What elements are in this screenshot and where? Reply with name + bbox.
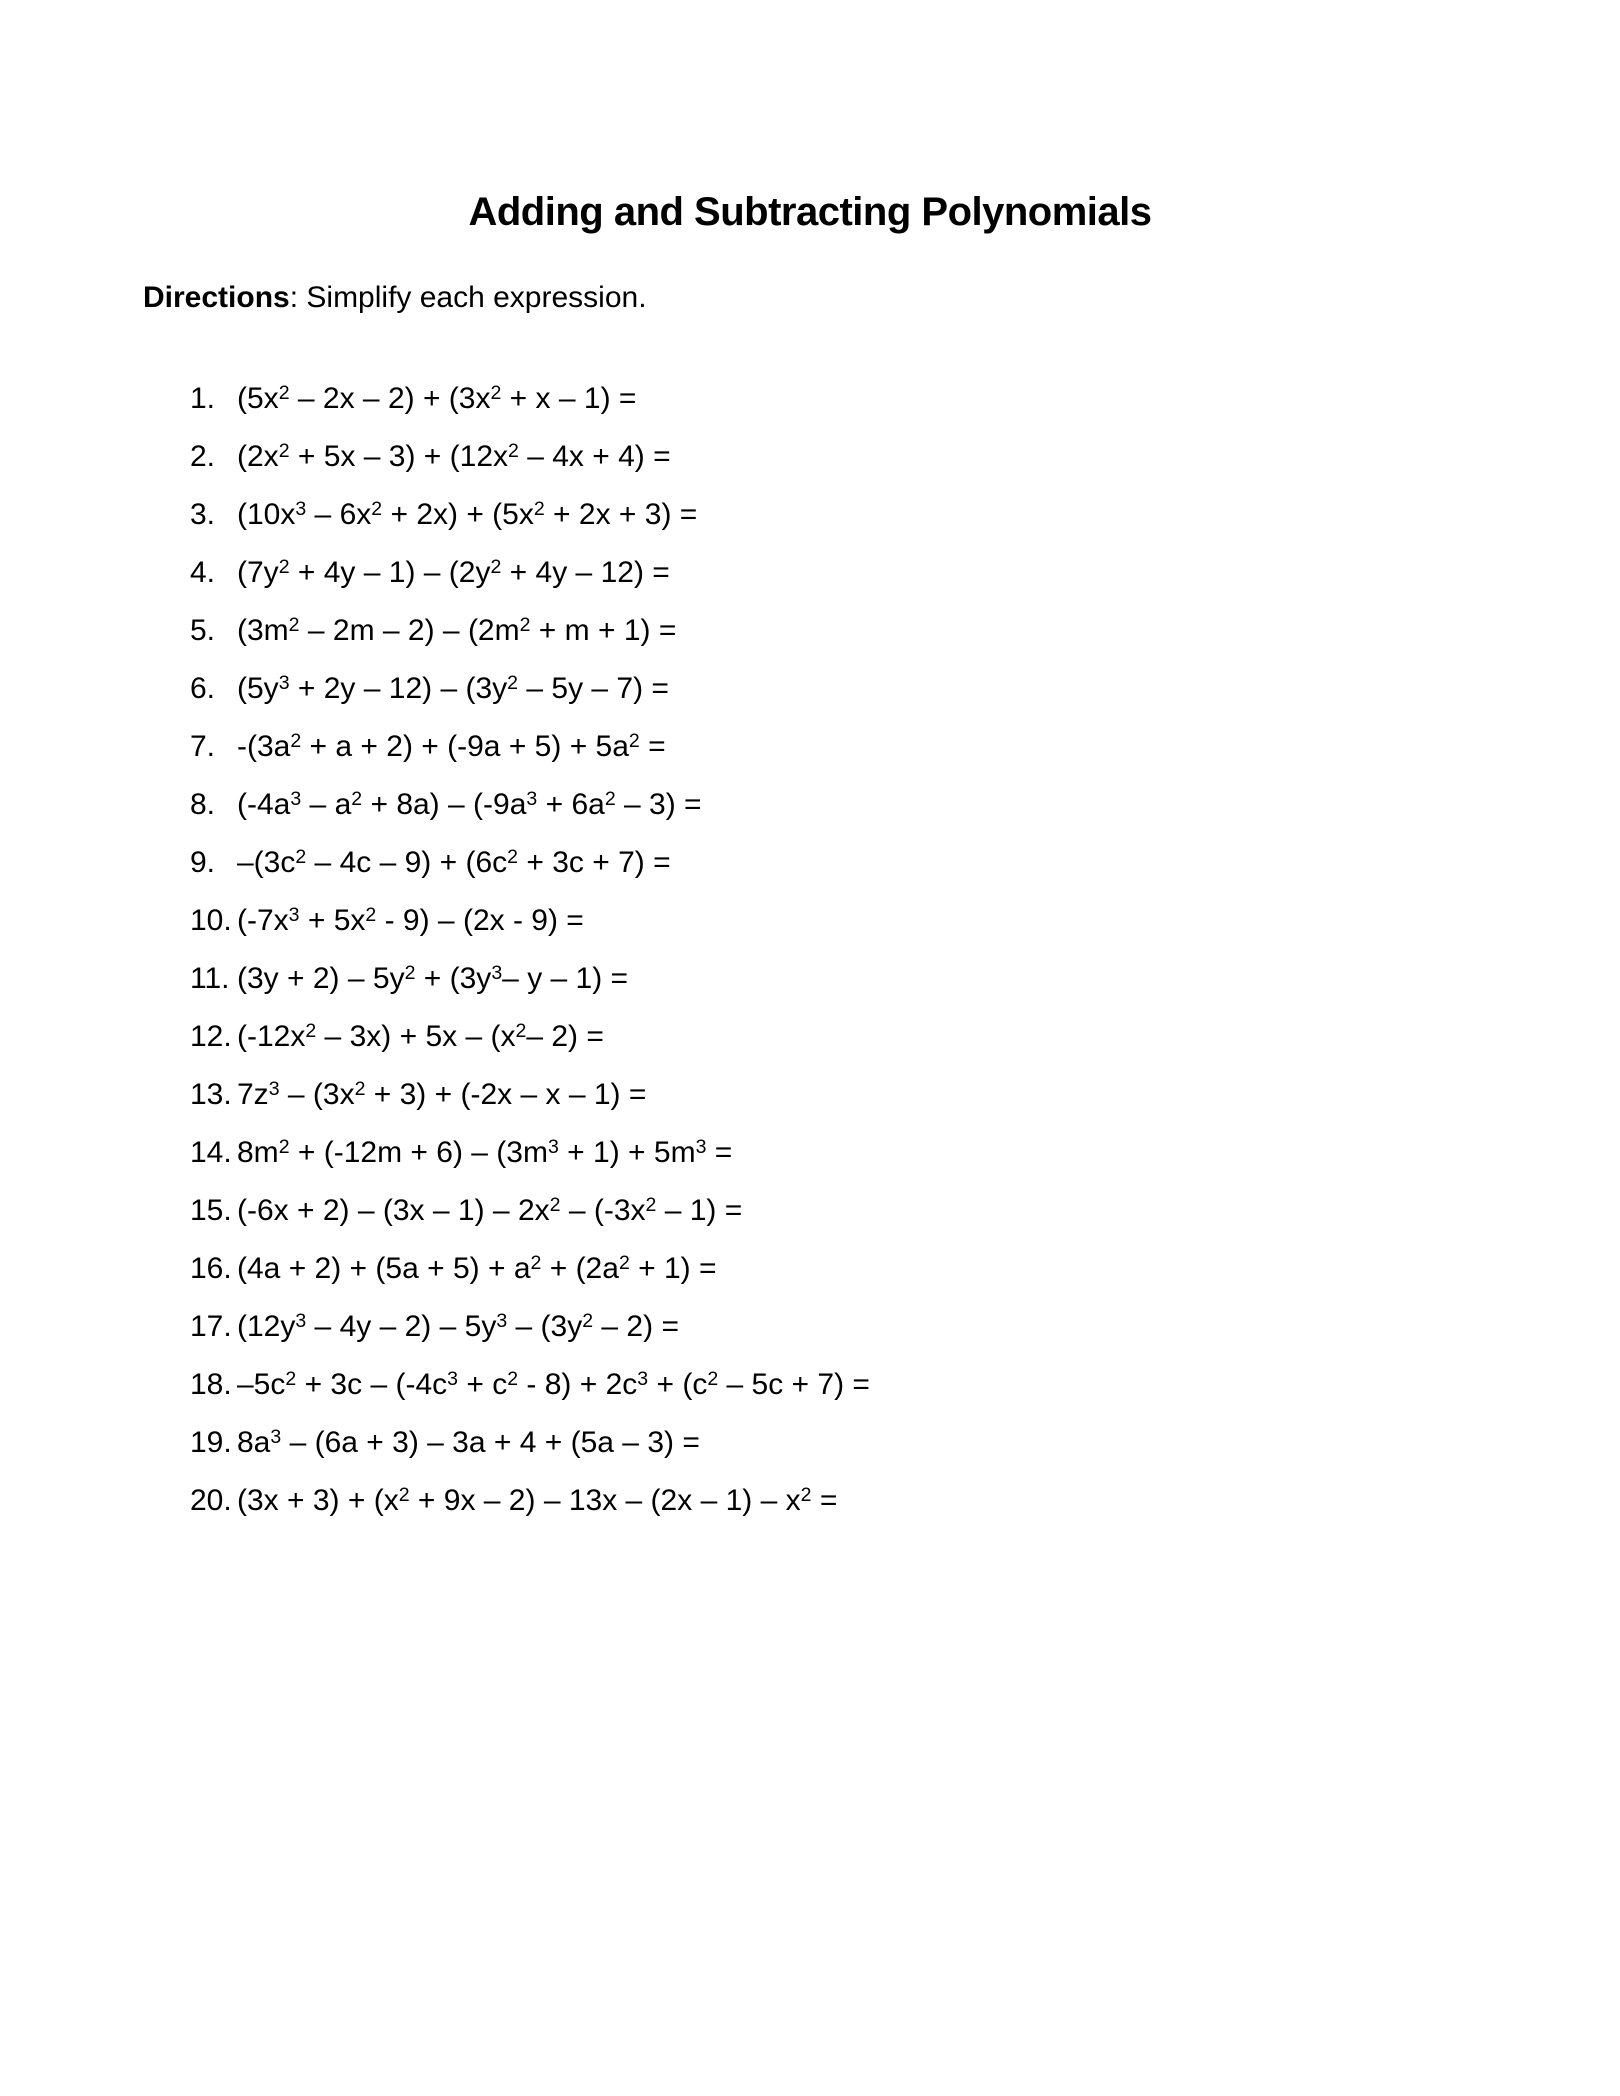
problem-expression: $(3x + 3) + (x^2 + 9x - 2) - 13x - (2x - 1) - x^2$ = [237,1484,838,1517]
problem-item [190,718,1590,776]
directions [143,281,647,315]
problem-number: 13. [190,1078,232,1111]
problem-item [190,1472,1590,1530]
problem-item [190,1182,1590,1240]
problem-number: 3. [190,498,216,531]
problem-item [190,834,1590,892]
problem-item [190,1066,1590,1124]
problem-item [190,486,1590,544]
directions-text: : Simplify each expression. [289,281,647,314]
problem-number: 6. [190,672,216,705]
problem-expression: $-5c^2 + 3c - (-4c^3 + c^2 - 8) + 2c^3 + (c^2 - 5c + 7)$ = [237,1368,870,1401]
problem-expression: $(-4a^3 - a^2 + 8a) - (-9a^3 + 6a^2 - 3)$ = [237,788,702,821]
problem-number: 12. [190,1020,232,1053]
problem-item [190,602,1590,660]
problem-item [190,950,1590,1008]
problem-number: 20. [190,1484,232,1517]
problem-item [190,1240,1590,1298]
problem-item [190,1414,1590,1472]
directions-label: Directions [143,281,290,314]
problem-number: 14. [190,1136,232,1169]
problem-expression: $-(3c^2 - 4c - 9) + (6c^2 + 3c + 7)$ = [237,846,671,879]
problem-number: 2. [190,440,216,473]
problem-number: 16. [190,1252,232,1285]
problem-number: 19. [190,1426,232,1459]
problem-expression: $(7y^2 + 4y - 1) - (2y^2 + 4y - 12)$ = [237,556,670,589]
problem-number: 5. [190,614,216,647]
problem-expression: $(5x^2 - 2x - 2) + (3x^2 + x - 1)$ = [237,382,637,415]
problem-expression: $-(3a^2 + a + 2) + (-9a + 5) + 5a^2$ = [237,730,666,763]
problem-expression: $(10x^3 - 6x^2 + 2x) + (5x^2 + 2x + 3)$ = [237,498,698,531]
problem-item [190,544,1590,602]
problem-item [190,370,1590,428]
problem-expression: $8a^3 - (6a + 3) - 3a + 4 + (5a - 3)$ = [237,1426,700,1459]
problem-number: 18. [190,1368,232,1401]
problem-item [190,1008,1590,1066]
problem-item [190,892,1590,950]
problem-expression: $(-12x^2 - 3x) + 5x - (x^2-$ 2) = [237,1020,604,1053]
problem-item [190,776,1590,834]
problem-expression: $7z^3 - (3x^2 + 3) + (-2x - x - 1)$ = [237,1078,647,1111]
problem-item [190,1124,1590,1182]
page-title: Adding and Subtracting Polynomials [468,190,1152,234]
problem-expression: $(3m^2 - 2m - 2) - (2m^2 + m + 1)$ = [237,614,677,647]
problem-number: 4. [190,556,216,589]
problem-number: 9. [190,846,216,879]
problem-number: 8. [190,788,216,821]
problem-number: 7. [190,730,216,763]
problem-number: 10. [190,904,232,937]
problem-item [190,660,1590,718]
problem-item [190,1356,1590,1414]
problem-expression: $(5y^3 + 2y - 12) - (3y^2 - 5y - 7)$ = [237,672,669,705]
problem-number: 11. [190,962,230,995]
problem-number: 1. [190,382,216,415]
problem-number: 15. [190,1194,232,1227]
problem-expression: $(12y^3 - 4y - 2) - 5y^3 - (3y^2 - 2)$ = [237,1310,679,1343]
problem-expression: $(2x^2 + 5x - 3) + (12x^2 - 4x + 4)$ = [237,440,671,473]
problem-expression: $(3y + 2) - 5y^2 + (3y^3-$ y – 1) = [237,962,629,995]
problem-item [190,428,1590,486]
problem-expression: $8m^2 + (-12m + 6) - (3m^3 + 1) + 5m^3$ = [237,1136,733,1169]
problem-number: 17. [190,1310,232,1343]
problem-expression: $(-6x + 2) - (3x - 1) - 2x^2 - (-3x^2 - 1)$ = [237,1194,743,1227]
problem-item [190,1298,1590,1356]
problem-list [190,370,1590,1530]
problem-expression: $(4a + 2) + (5a + 5) + a^2 + (2a^2 + 1)$ = [237,1252,717,1285]
problem-expression: $(-7x^3 + 5x^2 - 9) - (2x - 9)$ = [237,904,584,937]
